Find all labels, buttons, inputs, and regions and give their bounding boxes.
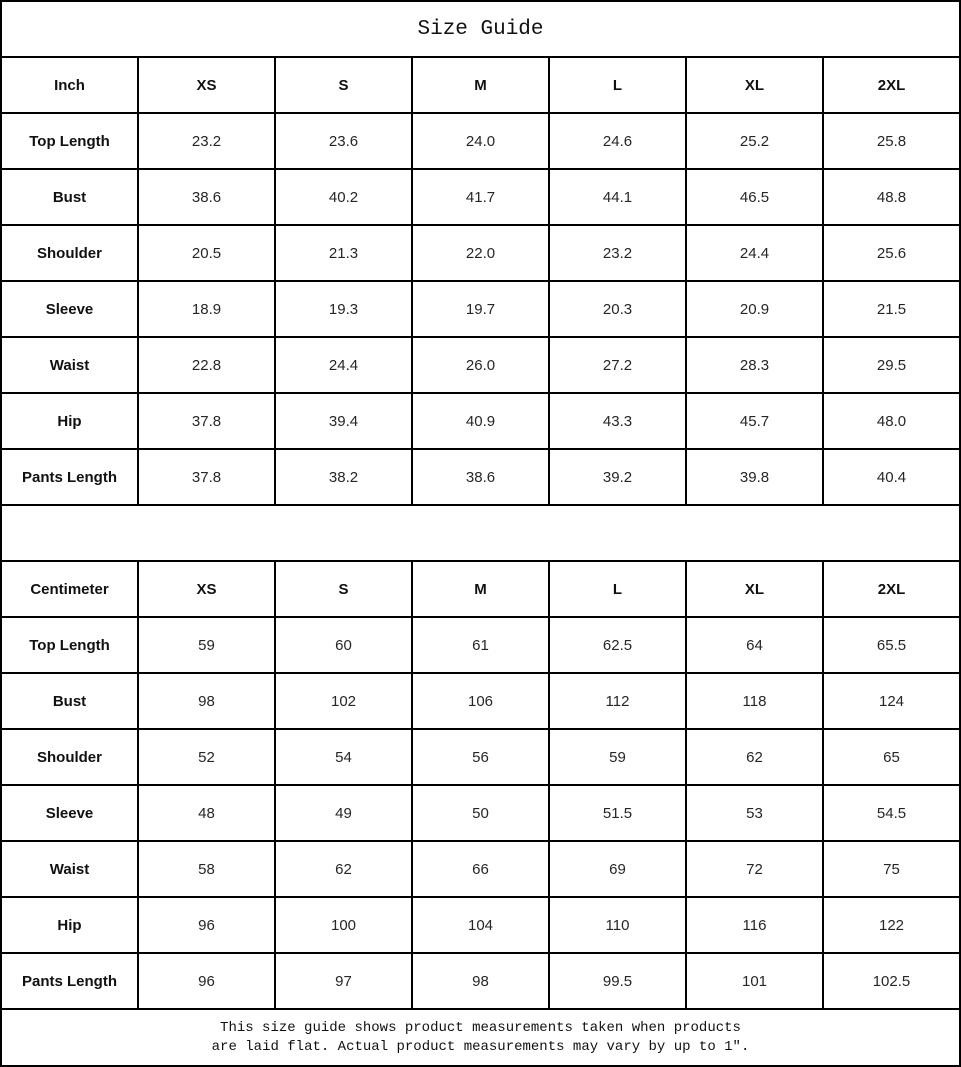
measurement-value-cell: 19.3 bbox=[275, 281, 412, 337]
measurement-value-cell: 48.8 bbox=[823, 169, 960, 225]
measurement-row bbox=[1, 785, 960, 841]
measurement-value-cell: 48 bbox=[138, 785, 275, 841]
measurement-value-cell: 24.0 bbox=[412, 113, 549, 169]
size-header-row bbox=[1, 57, 960, 113]
spacer-row bbox=[1, 505, 960, 561]
size-header-cell: L bbox=[549, 57, 686, 113]
measurement-value-cell: 59 bbox=[138, 617, 275, 673]
measurement-value-cell: 97 bbox=[275, 953, 412, 1009]
measurement-row bbox=[1, 953, 960, 1009]
measurement-value-cell: 43.3 bbox=[549, 393, 686, 449]
measurement-value-cell: 66 bbox=[412, 841, 549, 897]
spacer-section bbox=[1, 505, 960, 561]
measurement-value-cell: 40.2 bbox=[275, 169, 412, 225]
unit-header-cell: Centimeter bbox=[1, 561, 138, 617]
measurement-value-cell: 52 bbox=[138, 729, 275, 785]
measurement-value-cell: 102 bbox=[275, 673, 412, 729]
unit-header-cell: Inch bbox=[1, 57, 138, 113]
size-header-cell: 2XL bbox=[823, 57, 960, 113]
measurement-row bbox=[1, 169, 960, 225]
title-row bbox=[1, 1, 960, 57]
measurement-value-cell: 24.4 bbox=[275, 337, 412, 393]
measurement-value-cell: 100 bbox=[275, 897, 412, 953]
measurement-value-cell: 104 bbox=[412, 897, 549, 953]
footer-section bbox=[1, 1009, 960, 1066]
size-header-cell: XS bbox=[138, 57, 275, 113]
measurement-label-cell: Shoulder bbox=[1, 225, 138, 281]
measurement-row bbox=[1, 617, 960, 673]
measurement-value-cell: 96 bbox=[138, 897, 275, 953]
measurement-value-cell: 54.5 bbox=[823, 785, 960, 841]
centimeter-table-body bbox=[1, 561, 960, 1009]
measurement-value-cell: 26.0 bbox=[412, 337, 549, 393]
measurement-value-cell: 106 bbox=[412, 673, 549, 729]
measurement-value-cell: 124 bbox=[823, 673, 960, 729]
measurement-value-cell: 19.7 bbox=[412, 281, 549, 337]
measurement-value-cell: 54 bbox=[275, 729, 412, 785]
measurement-label-cell: Waist bbox=[1, 337, 138, 393]
measurement-value-cell: 37.8 bbox=[138, 393, 275, 449]
measurement-value-cell: 65.5 bbox=[823, 617, 960, 673]
measurement-value-cell: 23.6 bbox=[275, 113, 412, 169]
measurement-value-cell: 110 bbox=[549, 897, 686, 953]
measurement-value-cell: 22.8 bbox=[138, 337, 275, 393]
measurement-value-cell: 20.3 bbox=[549, 281, 686, 337]
measurement-value-cell: 23.2 bbox=[549, 225, 686, 281]
measurement-value-cell: 25.2 bbox=[686, 113, 823, 169]
size-header-cell: 2XL bbox=[823, 561, 960, 617]
measurement-row bbox=[1, 393, 960, 449]
measurement-value-cell: 61 bbox=[412, 617, 549, 673]
measurement-value-cell: 40.9 bbox=[412, 393, 549, 449]
footer-note bbox=[1, 1009, 960, 1066]
measurement-row bbox=[1, 673, 960, 729]
page-title: Size Guide bbox=[1, 1, 960, 57]
measurement-value-cell: 53 bbox=[686, 785, 823, 841]
measurement-value-cell: 37.8 bbox=[138, 449, 275, 505]
measurement-value-cell: 58 bbox=[138, 841, 275, 897]
measurement-value-cell: 29.5 bbox=[823, 337, 960, 393]
measurement-value-cell: 102.5 bbox=[823, 953, 960, 1009]
size-header-cell: M bbox=[412, 561, 549, 617]
measurement-value-cell: 20.5 bbox=[138, 225, 275, 281]
measurement-label-cell: Bust bbox=[1, 169, 138, 225]
measurement-label-cell: Shoulder bbox=[1, 729, 138, 785]
footer-row bbox=[1, 1009, 960, 1066]
measurement-row bbox=[1, 113, 960, 169]
measurement-value-cell: 51.5 bbox=[549, 785, 686, 841]
measurement-label-cell: Hip bbox=[1, 393, 138, 449]
measurement-value-cell: 64 bbox=[686, 617, 823, 673]
measurement-value-cell: 41.7 bbox=[412, 169, 549, 225]
size-header-cell: L bbox=[549, 561, 686, 617]
measurement-value-cell: 46.5 bbox=[686, 169, 823, 225]
measurement-value-cell: 99.5 bbox=[549, 953, 686, 1009]
measurement-value-cell: 28.3 bbox=[686, 337, 823, 393]
measurement-value-cell: 22.0 bbox=[412, 225, 549, 281]
size-header-cell: M bbox=[412, 57, 549, 113]
measurement-value-cell: 40.4 bbox=[823, 449, 960, 505]
measurement-value-cell: 50 bbox=[412, 785, 549, 841]
measurement-label-cell: Sleeve bbox=[1, 281, 138, 337]
measurement-value-cell: 45.7 bbox=[686, 393, 823, 449]
measurement-row bbox=[1, 841, 960, 897]
measurement-value-cell: 75 bbox=[823, 841, 960, 897]
footer-line-2: are laid flat. Actual product measurements may vary by up to 1″. bbox=[211, 1038, 750, 1055]
measurement-label-cell: Hip bbox=[1, 897, 138, 953]
title-section bbox=[1, 1, 960, 57]
measurement-value-cell: 59 bbox=[549, 729, 686, 785]
measurement-value-cell: 62 bbox=[275, 841, 412, 897]
size-header-cell: S bbox=[275, 57, 412, 113]
measurement-label-cell: Sleeve bbox=[1, 785, 138, 841]
measurement-row bbox=[1, 225, 960, 281]
measurement-row bbox=[1, 337, 960, 393]
measurement-value-cell: 20.9 bbox=[686, 281, 823, 337]
size-header-row bbox=[1, 561, 960, 617]
measurement-value-cell: 38.6 bbox=[412, 449, 549, 505]
size-header-cell: XL bbox=[686, 57, 823, 113]
measurement-value-cell: 112 bbox=[549, 673, 686, 729]
measurement-value-cell: 27.2 bbox=[549, 337, 686, 393]
measurement-label-cell: Top Length bbox=[1, 113, 138, 169]
measurement-value-cell: 44.1 bbox=[549, 169, 686, 225]
measurement-value-cell: 116 bbox=[686, 897, 823, 953]
measurement-label-cell: Bust bbox=[1, 673, 138, 729]
size-header-cell: XS bbox=[138, 561, 275, 617]
measurement-value-cell: 69 bbox=[549, 841, 686, 897]
measurement-value-cell: 38.6 bbox=[138, 169, 275, 225]
size-header-cell: XL bbox=[686, 561, 823, 617]
measurement-value-cell: 39.4 bbox=[275, 393, 412, 449]
measurement-value-cell: 21.3 bbox=[275, 225, 412, 281]
measurement-label-cell: Pants Length bbox=[1, 953, 138, 1009]
measurement-value-cell: 72 bbox=[686, 841, 823, 897]
inch-table-body bbox=[1, 57, 960, 505]
footer-line-1: This size guide shows product measurements taken when products bbox=[220, 1019, 741, 1036]
measurement-value-cell: 122 bbox=[823, 897, 960, 953]
measurement-value-cell: 25.6 bbox=[823, 225, 960, 281]
measurement-value-cell: 56 bbox=[412, 729, 549, 785]
measurement-label-cell: Waist bbox=[1, 841, 138, 897]
measurement-value-cell: 49 bbox=[275, 785, 412, 841]
measurement-row bbox=[1, 897, 960, 953]
measurement-value-cell: 39.2 bbox=[549, 449, 686, 505]
measurement-value-cell: 60 bbox=[275, 617, 412, 673]
measurement-value-cell: 21.5 bbox=[823, 281, 960, 337]
measurement-value-cell: 24.4 bbox=[686, 225, 823, 281]
measurement-value-cell: 98 bbox=[412, 953, 549, 1009]
measurement-value-cell: 65 bbox=[823, 729, 960, 785]
measurement-label-cell: Top Length bbox=[1, 617, 138, 673]
spacer-cell bbox=[1, 505, 960, 561]
measurement-value-cell: 38.2 bbox=[275, 449, 412, 505]
measurement-value-cell: 48.0 bbox=[823, 393, 960, 449]
size-header-cell: S bbox=[275, 561, 412, 617]
measurement-value-cell: 101 bbox=[686, 953, 823, 1009]
measurement-value-cell: 18.9 bbox=[138, 281, 275, 337]
measurement-value-cell: 25.8 bbox=[823, 113, 960, 169]
measurement-label-cell: Pants Length bbox=[1, 449, 138, 505]
measurement-value-cell: 24.6 bbox=[549, 113, 686, 169]
measurement-value-cell: 118 bbox=[686, 673, 823, 729]
measurement-value-cell: 62 bbox=[686, 729, 823, 785]
measurement-value-cell: 39.8 bbox=[686, 449, 823, 505]
measurement-value-cell: 23.2 bbox=[138, 113, 275, 169]
measurement-row bbox=[1, 449, 960, 505]
measurement-row bbox=[1, 729, 960, 785]
measurement-value-cell: 62.5 bbox=[549, 617, 686, 673]
measurement-value-cell: 96 bbox=[138, 953, 275, 1009]
measurement-row bbox=[1, 281, 960, 337]
measurement-value-cell: 98 bbox=[138, 673, 275, 729]
